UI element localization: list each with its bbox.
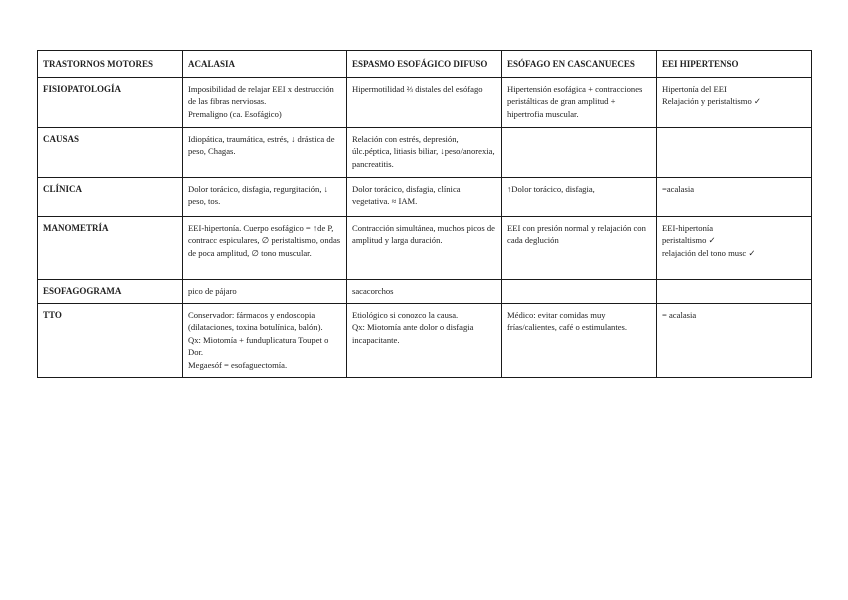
table-cell bbox=[502, 279, 657, 303]
cell-text: Imposibilidad de relajar EEI x destrucción de las fibras nerviosas. bbox=[188, 83, 334, 107]
table-cell bbox=[183, 216, 347, 279]
table-cell bbox=[347, 77, 502, 127]
cell-text: Hipertensión esofágica + contracciones peristálticas de gran amplitud + hipertrofia muscular. bbox=[507, 83, 643, 119]
table-cell bbox=[183, 127, 347, 177]
header-cell: ACALASIA bbox=[183, 51, 347, 78]
row-label: ESOFAGOGRAMA bbox=[38, 279, 183, 303]
cell-text: Contracción simultánea, muchos picos de amplitud y larga duración. bbox=[352, 222, 495, 246]
cell-text: Hipermotilidad ⅔ distales del esófago bbox=[352, 83, 483, 94]
cell-text: Qx: Miotomía ante dolor o disfagia incapacitante. bbox=[352, 322, 474, 345]
header-cell: EEI HIPERTENSO bbox=[657, 51, 812, 78]
cell-text: Dolor torácico, disfagia, regurgitación, ↓ peso, tos. bbox=[188, 183, 328, 207]
cell-text: Relajación y peristaltismo ✓ bbox=[662, 96, 762, 107]
cell-text: Qx: Miotomía + funduplicatura Toupet o Dor. bbox=[188, 334, 329, 358]
table-row bbox=[38, 303, 812, 377]
table-cell bbox=[347, 279, 502, 303]
table-cell bbox=[347, 303, 502, 377]
cell-text: = acalasia bbox=[662, 309, 697, 320]
table-body bbox=[38, 77, 812, 377]
cell-text: peristaltismo ✓ bbox=[662, 235, 716, 246]
row-label: CLÍNICA bbox=[38, 177, 183, 216]
table-cell bbox=[502, 127, 657, 177]
row-label: CAUSAS bbox=[38, 127, 183, 177]
cell-text: EEI-hipertonía bbox=[662, 222, 714, 233]
cell-text: Relación con estrés, depresión, úlc.péptica, litiasis biliar, ↓peso/anorexia, pancreatitis. bbox=[352, 133, 495, 169]
table-cell bbox=[502, 177, 657, 216]
table-cell bbox=[183, 303, 347, 377]
table-cell bbox=[502, 77, 657, 127]
header-cell: TRASTORNOS MOTORES bbox=[38, 51, 183, 78]
cell-text: Idiopática, traumática, estrés, ↓ drástica de peso, Chagas. bbox=[188, 133, 335, 157]
table-cell bbox=[657, 216, 812, 279]
table-cell bbox=[183, 177, 347, 216]
table-cell bbox=[657, 127, 812, 177]
cell-text: ↑Dolor torácico, disfagia, bbox=[507, 183, 595, 194]
row-label: MANOMETRÍA bbox=[38, 216, 183, 279]
table-cell bbox=[502, 216, 657, 279]
table-cell bbox=[183, 279, 347, 303]
motor-disorders-table bbox=[37, 50, 812, 378]
cell-text: pico de pájaro bbox=[188, 285, 237, 296]
table-cell bbox=[183, 77, 347, 127]
cell-text: Hipertonía del EEI bbox=[662, 83, 727, 94]
cell-text: EEI-hipertonía. Cuerpo esofágico = ↑de P, contracc espiculares, ∅ peristaltismo, ondas de poca amplitud, ∅ tono muscular. bbox=[188, 222, 341, 258]
table-row bbox=[38, 77, 812, 127]
table-row bbox=[38, 127, 812, 177]
header-cell: ESÓFAGO EN CASCANUECES bbox=[502, 51, 657, 78]
cell-text: Conservador: fármacos y endoscopia (dilataciones, toxina botulínica, balón). bbox=[188, 309, 323, 333]
table-cell bbox=[347, 177, 502, 216]
table-cell bbox=[502, 303, 657, 377]
table-cell bbox=[347, 216, 502, 279]
table-cell bbox=[657, 77, 812, 127]
row-label: FISIOPATOLOGÍA bbox=[38, 77, 183, 127]
table-row bbox=[38, 177, 812, 216]
table-cell bbox=[347, 127, 502, 177]
cell-text: Premaligno (ca. Esofágico) bbox=[188, 108, 282, 119]
row-label: TTO bbox=[38, 303, 183, 377]
cell-text: EEI con presión normal y relajación con cada deglución bbox=[507, 222, 646, 246]
table-row bbox=[38, 216, 812, 279]
cell-text: relajación del tono musc ✓ bbox=[662, 247, 756, 258]
table-cell bbox=[657, 303, 812, 377]
cell-text: Megaesóf = esofaguectomía. bbox=[188, 359, 288, 370]
cell-text: =acalasia bbox=[662, 183, 695, 194]
cell-text: sacacorchos bbox=[352, 285, 394, 296]
table-row bbox=[38, 279, 812, 303]
table-cell bbox=[657, 177, 812, 216]
cell-text: Médico: evitar comidas muy frías/calientes, café o estimulantes. bbox=[507, 309, 628, 333]
table-cell bbox=[657, 279, 812, 303]
cell-text: Dolor torácico, disfagia, clínica vegetativa. ≈ IAM. bbox=[352, 183, 461, 207]
header-cell: ESPASMO ESOFÁGICO DIFUSO bbox=[347, 51, 502, 78]
header-row bbox=[38, 51, 812, 78]
cell-text: Etiológico si conozco la causa. bbox=[352, 309, 459, 320]
